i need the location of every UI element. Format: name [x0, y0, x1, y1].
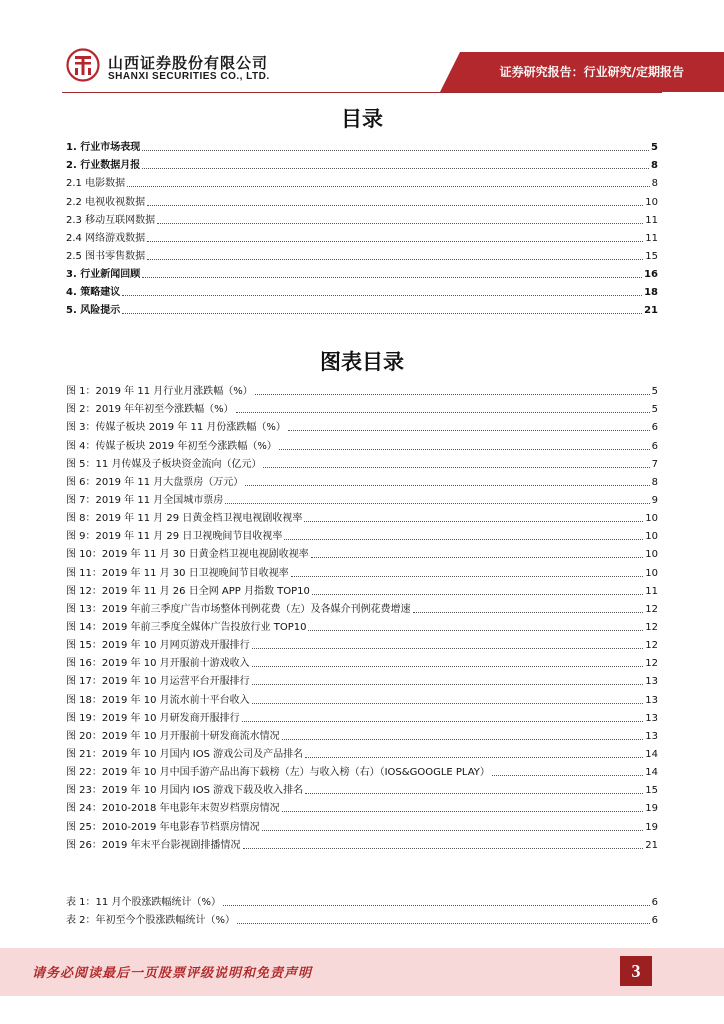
toc-entry[interactable]: [66, 136, 658, 154]
toc-leader-dots: [284, 539, 643, 540]
toc-entry-label: 表 1：11 月个股涨跌幅统计（%）: [66, 897, 221, 909]
toc-leader-dots: [308, 630, 643, 631]
toc-entry-label: 4. 策略建议: [66, 287, 121, 299]
toc-entry-label: 图 19：2019 年 10 月研发商开服排行: [66, 712, 240, 724]
toc-entry-page: 10: [645, 513, 658, 525]
toc-leader-dots: [236, 412, 650, 413]
toc-entry-label: 图 7：2019 年 11 月全国城市票房: [66, 494, 224, 506]
toc-entry-label: 图 16：2019 年 10 月开服前十游戏收入: [66, 658, 250, 670]
page-number: 3: [620, 956, 652, 986]
toc-entry-page: 19: [645, 821, 658, 833]
toc-entry-page: 16: [644, 269, 658, 281]
page-header: [0, 0, 724, 92]
toc-entry-page: 11: [645, 214, 658, 226]
toc-entry-page: 11: [645, 585, 658, 597]
toc-entry-label: 图 17：2019 年 10 月运营平台开服排行: [66, 676, 250, 688]
toc-entry[interactable]: [66, 891, 658, 909]
toc-leader-dots: [305, 793, 643, 794]
toc-entry-page: 12: [645, 621, 658, 633]
toc-entry[interactable]: [66, 688, 658, 706]
toc-entry-label: 2.4 网络游戏数据: [66, 232, 146, 244]
toc-entry-label: 图 11：2019 年 11 月 30 日卫视晚间节目收视率: [66, 567, 289, 579]
toc-entry[interactable]: [66, 652, 658, 670]
toc-entry-label: 5. 风险提示: [66, 305, 121, 317]
toc-entry-page: 21: [645, 839, 658, 851]
toc-entry-label: 图 22：2019 年 10 月中国手游产品出海下载榜（左）与收入榜（右）（IOS&GOOGLE PLAY）: [66, 767, 490, 779]
toc-entry-label: 图 5：11 月传媒及子板块资金流向（亿元）: [66, 458, 262, 470]
toc-entry-label: 图 23：2019 年 10 月国内 IOS 游戏下载及收入排名: [66, 785, 304, 797]
toc-leader-dots: [147, 241, 643, 242]
toc-leader-dots: [243, 848, 644, 849]
toc-leader-dots: [279, 449, 650, 450]
toc-leader-dots: [492, 775, 643, 776]
toc-entry[interactable]: [66, 380, 658, 398]
toc-entry[interactable]: [66, 779, 658, 797]
toc-entry[interactable]: [66, 616, 658, 634]
toc-entry[interactable]: [66, 761, 658, 779]
toc-leader-dots: [291, 576, 644, 577]
toc-entry-page: 6: [651, 915, 658, 927]
toc-entry-page: 12: [645, 603, 658, 615]
toc-entry[interactable]: [66, 598, 658, 616]
toc-entry-label: 表 2：年初至今个股涨跌幅统计（%）: [66, 915, 236, 927]
toc-entry-page: 9: [651, 494, 658, 506]
toc-leader-dots: [263, 467, 649, 468]
tables-list: [66, 891, 658, 927]
toc-leader-dots: [245, 485, 649, 486]
footer-disclaimer: 请务必阅读最后一页股票评级说明和免责声明: [32, 966, 313, 981]
toc-entry-label: 图 26：2019 年末平台影视剧排播情况: [66, 839, 241, 851]
toc-entry-label: 2. 行业数据月报: [66, 160, 141, 172]
toc-entry-label: 图 2：2019 年年初至今涨跌幅（%）: [66, 404, 234, 416]
toc-leader-dots: [282, 739, 644, 740]
toc-entry-page: 6: [651, 422, 658, 434]
toc-leader-dots: [312, 594, 643, 595]
toc-entry[interactable]: [66, 434, 658, 452]
toc-leader-dots: [282, 811, 644, 812]
toc-entry[interactable]: [66, 281, 658, 299]
toc-entry[interactable]: [66, 670, 658, 688]
toc-entry-page: 10: [645, 567, 658, 579]
toc-entry[interactable]: [66, 543, 658, 561]
company-name-cn: 山西证券股份有限公司: [108, 54, 269, 72]
toc-leader-dots: [255, 394, 650, 395]
toc-leader-dots: [223, 905, 650, 906]
toc-entry[interactable]: [66, 245, 658, 263]
toc-entry-page: 13: [645, 712, 658, 724]
toc-leader-dots: [225, 503, 649, 504]
toc-entry-label: 2.5 图书零售数据: [66, 250, 146, 262]
toc-entry[interactable]: [66, 634, 658, 652]
toc-entry-page: 7: [651, 458, 658, 470]
toc-entry[interactable]: [66, 398, 658, 416]
toc-entry-label: 图 6：2019 年 11 月大盘票房（万元）: [66, 476, 244, 488]
toc-entry[interactable]: [66, 815, 658, 833]
report-type-label: 证券研究报告：行业研究/定期报告: [499, 65, 684, 79]
toc-entry-label: 图 3：传媒子板块 2019 年 11 月份涨跌幅（%）: [66, 422, 286, 434]
toc-entry-label: 1. 行业市场表现: [66, 142, 141, 154]
toc-entry-page: 15: [645, 250, 658, 262]
figures-title: 图表目录: [320, 350, 404, 374]
figures-list: [66, 380, 658, 852]
toc-entry-page: 5: [651, 404, 658, 416]
toc-entry-page: 8: [651, 178, 658, 190]
toc-leader-dots: [122, 295, 642, 296]
toc-title: 目录: [341, 107, 383, 131]
toc-leader-dots: [252, 666, 644, 667]
toc-entry[interactable]: [66, 507, 658, 525]
toc-entry-page: 6: [651, 897, 658, 909]
toc-entry-page: 12: [645, 640, 658, 652]
toc-leader-dots: [288, 430, 650, 431]
toc-entry-label: 2.3 移动互联网数据: [66, 214, 156, 226]
toc-leader-dots: [142, 277, 642, 278]
company-name-en: SHANXI SECURITIES CO., LTD.: [108, 71, 270, 82]
toc-entry[interactable]: [66, 725, 658, 743]
toc-entry[interactable]: [66, 743, 658, 761]
toc-leader-dots: [304, 521, 643, 522]
toc-entry-page: 21: [644, 305, 658, 317]
toc-entry-page: 14: [645, 767, 658, 779]
toc-entry-page: 5: [651, 386, 658, 398]
toc-entry[interactable]: [66, 453, 658, 471]
toc-entry-page: 5: [651, 142, 658, 154]
toc-leader-dots: [413, 612, 644, 613]
toc-entry-label: 图 13：2019 年前三季度广告市场整体刊例花费（左）及各媒介刊例花费增速: [66, 603, 411, 615]
toc-leader-dots: [252, 684, 644, 685]
toc-entry-label: 2.1 电影数据: [66, 178, 126, 190]
toc-entry-page: 8: [651, 160, 658, 172]
toc-entry[interactable]: [66, 489, 658, 507]
toc-entry-page: 19: [645, 803, 658, 815]
toc-entry-page: 8: [651, 476, 658, 488]
toc-entry[interactable]: [66, 172, 658, 190]
toc-entry[interactable]: [66, 263, 658, 281]
toc-leader-dots: [237, 923, 650, 924]
toc-entry-label: 图 10：2019 年 11 月 30 日黄金档卫视电视剧收视率: [66, 549, 309, 561]
toc-entry-label: 图 1：2019 年 11 月行业月涨跌幅（%）: [66, 386, 253, 398]
toc-list: [66, 136, 658, 317]
toc-leader-dots: [147, 205, 643, 206]
toc-entry[interactable]: [66, 471, 658, 489]
toc-entry-label: 图 4：传媒子板块 2019 年初至今涨跌幅（%）: [66, 440, 277, 452]
toc-leader-dots: [157, 223, 643, 224]
toc-leader-dots: [305, 757, 643, 758]
toc-entry-page: 12: [645, 658, 658, 670]
toc-entry-page: 13: [645, 676, 658, 688]
toc-entry-label: 图 15：2019 年 10 月网页游戏开服排行: [66, 640, 250, 652]
toc-entry[interactable]: [66, 834, 658, 852]
toc-entry-page: 14: [645, 748, 658, 760]
toc-entry-label: 图 24：2010-2018 年电影年末贺岁档票房情况: [66, 803, 280, 815]
toc-entry[interactable]: [66, 190, 658, 208]
toc-entry-label: 图 20：2019 年 10 月开服前十研发商流水情况: [66, 730, 280, 742]
toc-entry-page: 11: [645, 232, 658, 244]
toc-entry-page: 10: [645, 531, 658, 543]
toc-entry[interactable]: [66, 416, 658, 434]
toc-entry-label: 图 9：2019 年 11 月 29 日卫视晚间节目收视率: [66, 531, 283, 543]
toc-entry[interactable]: [66, 580, 658, 598]
toc-entry[interactable]: [66, 525, 658, 543]
toc-entry-page: 13: [645, 694, 658, 706]
toc-leader-dots: [242, 721, 644, 722]
toc-entry[interactable]: [66, 561, 658, 579]
toc-entry-label: 图 18：2019 年 10 月流水前十平台收入: [66, 694, 250, 706]
toc-entry-page: 13: [645, 730, 658, 742]
toc-entry-page: 10: [645, 196, 658, 208]
toc-entry[interactable]: [66, 299, 658, 317]
toc-entry-label: 图 12：2019 年 11 月 26 日全网 APP 月指数 TOP10: [66, 585, 310, 597]
header-divider: [62, 92, 662, 93]
toc-leader-dots: [147, 259, 643, 260]
toc-leader-dots: [252, 648, 644, 649]
toc-entry-label: 图 21：2019 年 10 月国内 IOS 游戏公司及产品排名: [66, 748, 304, 760]
toc-entry-page: 10: [645, 549, 658, 561]
toc-entry[interactable]: [66, 209, 658, 227]
toc-leader-dots: [122, 313, 642, 314]
toc-leader-dots: [252, 703, 644, 704]
toc-entry[interactable]: [66, 797, 658, 815]
toc-entry-page: 15: [645, 785, 658, 797]
toc-leader-dots: [262, 830, 644, 831]
toc-leader-dots: [311, 557, 644, 558]
toc-entry[interactable]: [66, 227, 658, 245]
toc-entry-label: 3. 行业新闻回顾: [66, 269, 141, 281]
toc-entry-label: 图 14：2019 年前三季度全媒体广告投放行业 TOP10: [66, 621, 307, 633]
toc-entry-label: 图 25：2010-2019 年电影春节档票房情况: [66, 821, 260, 833]
toc-entry-page: 18: [644, 287, 658, 299]
toc-entry-label: 2.2 电视收视数据: [66, 196, 146, 208]
toc-entry-label: 图 8：2019 年 11 月 29 日黄金档卫视电视剧收视率: [66, 513, 303, 525]
toc-entry-page: 6: [651, 440, 658, 452]
toc-leader-dots: [142, 168, 649, 169]
company-logo-icon: [66, 48, 100, 82]
toc-entry[interactable]: [66, 707, 658, 725]
toc-entry[interactable]: [66, 909, 658, 927]
toc-entry[interactable]: [66, 154, 658, 172]
toc-leader-dots: [142, 150, 649, 151]
toc-leader-dots: [127, 186, 650, 187]
